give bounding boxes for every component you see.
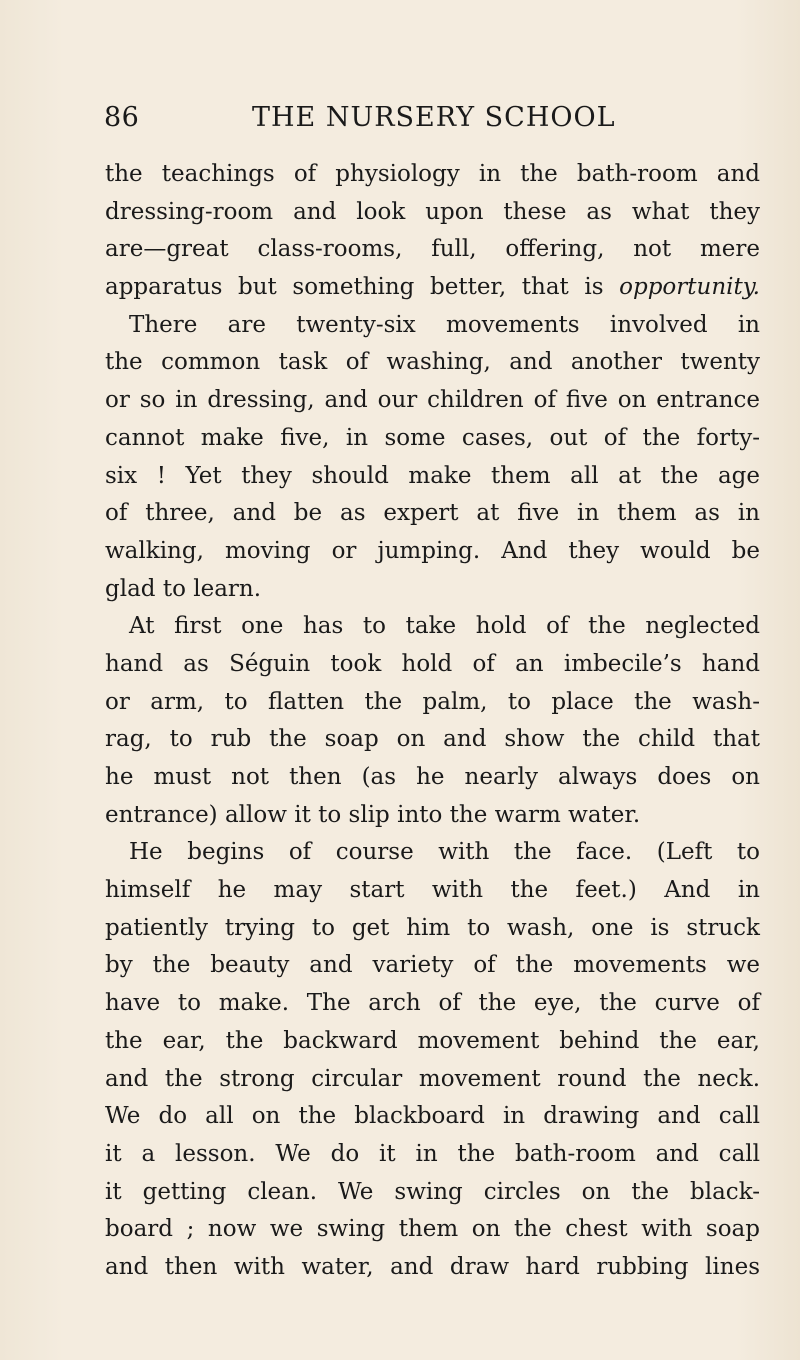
text-line: it getting clean. We swing circles on the black- — [105, 1178, 760, 1205]
text-line: and the strong circular movement round the neck. — [105, 1065, 760, 1092]
text-line: he must not then (as he nearly always does on — [105, 764, 760, 790]
text-line: the ear, the backward movement behind the ear, — [105, 1027, 760, 1054]
text-line: by the beauty and variety of the movements we — [105, 952, 760, 979]
text-line: We do all on the blackboard in drawing and call — [105, 1103, 760, 1130]
text-line: himself he may start with the feet.) And in — [105, 877, 760, 904]
running-head: THE NURSERY SCHOOL — [252, 102, 616, 133]
text-line: patiently trying to get him to wash, one is struck — [105, 914, 760, 941]
text-line: rag, to rub the soap on and show the child that — [105, 726, 760, 753]
text-line: are—great class-rooms, full, offering, not mere — [105, 236, 760, 263]
text-line: the teachings of physiology in the bath-room and — [105, 161, 760, 187]
body-text — [105, 156, 760, 1287]
text-line: of three, and be as expert at five in them as in — [105, 500, 760, 527]
text-line: six ! Yet they should make them all at the age — [105, 462, 760, 489]
text-line — [105, 269, 760, 307]
text-line: or so in dressing, and our children of five on entrance — [105, 387, 760, 414]
text-line: dressing-room and look upon these as what they — [105, 198, 760, 225]
text-span: apparatus but something better, that is — [105, 274, 620, 301]
text-line: hand as Séguin took hold of an imbecile’s hand — [105, 650, 760, 677]
paragraph-start-line: There are twenty-six movements involved in — [129, 311, 760, 338]
page-header — [0, 98, 800, 138]
text-line: have to make. The arch of the eye, the curve of — [105, 990, 760, 1017]
italic-word: opportunity. — [619, 274, 760, 301]
paragraph-start-line: At first one has to take hold of the neglected — [129, 613, 760, 640]
text-line: glad to learn. — [105, 575, 262, 602]
text-line: walking, moving or jumping. And they would be — [105, 537, 760, 564]
page-number: 86 — [104, 102, 140, 133]
text-line: cannot make five, in some cases, out of the forty- — [105, 424, 760, 451]
text-line: board ; now we swing them on the chest with soap — [105, 1216, 760, 1243]
text-line: entrance) allow it to slip into the warm water. — [105, 801, 641, 828]
text-line: or arm, to flatten the palm, to place the wash- — [105, 688, 760, 715]
text-line: and then with water, and draw hard rubbing lines — [105, 1253, 760, 1280]
text-line: it a lesson. We do it in the bath-room and call — [105, 1140, 760, 1167]
text-line: the common task of washing, and another twenty — [105, 349, 760, 376]
paragraph-start-line: He begins of course with the face. (Left to — [129, 839, 760, 866]
